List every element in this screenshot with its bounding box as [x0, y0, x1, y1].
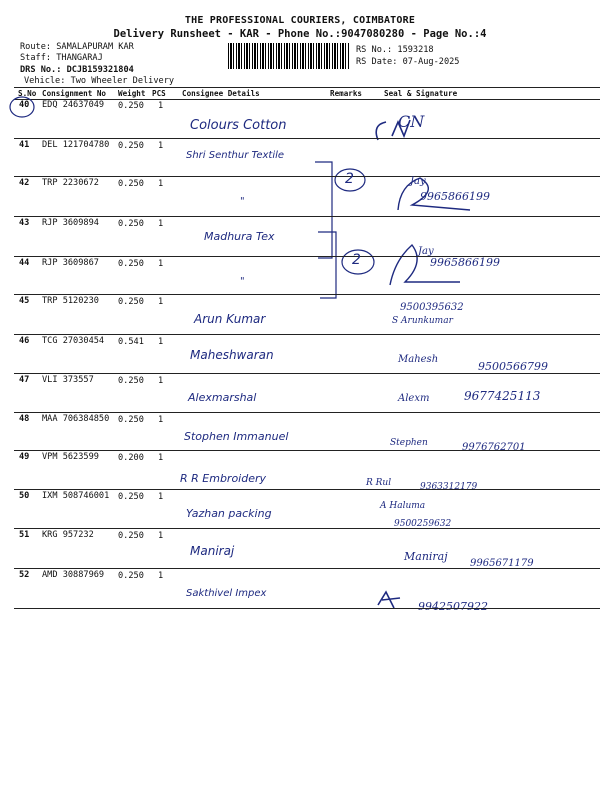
row-consignment-no: DEL 121704780 — [42, 140, 110, 150]
row-signature-phone: S Arunkumar — [392, 316, 453, 326]
row-sno: 45 — [19, 296, 30, 306]
row-signature: Maniraj — [404, 550, 448, 563]
row-signature: Stephen — [390, 438, 428, 448]
row-signature: A Haluma — [380, 501, 426, 511]
row-weight: 0.250 — [118, 179, 144, 189]
col-pcs: PCS — [152, 89, 166, 98]
row-weight: 0.250 — [118, 492, 144, 502]
row-sno: 52 — [19, 570, 30, 580]
row-sno: 42 — [19, 178, 30, 188]
row-consignment-no: TRP 2230672 — [42, 178, 99, 188]
row-divider — [14, 373, 600, 374]
row-consignment-no: TRP 5120230 — [42, 296, 99, 306]
runsheet-title: THE PROFESSIONAL COURIERS, COIMBATORE — [184, 15, 416, 26]
bracket-mark — [318, 232, 336, 298]
row-signature-phone: 9976762701 — [462, 442, 526, 453]
row-divider — [14, 412, 600, 413]
row-consignment-no: RJP 3609894 — [42, 218, 99, 228]
col-remarks: Remarks — [330, 89, 363, 98]
row-sno: 40 — [19, 100, 30, 110]
row-consignee: Sakthivel Impex — [186, 588, 267, 599]
row-consignee: Maniraj — [190, 544, 235, 558]
row-consignment-no: AMD 30887969 — [42, 570, 105, 580]
row-consignee: Stophen Immanuel — [184, 430, 289, 443]
row-consignment-no: KRG 957232 — [42, 530, 94, 540]
row-sno: 46 — [19, 336, 30, 346]
row-pcs: 1 — [158, 492, 164, 502]
row-consignment-no: VLI 373557 — [42, 375, 94, 385]
row-consignee: Yazhan packing — [186, 507, 272, 520]
row-divider — [14, 294, 600, 295]
row-divider — [14, 528, 600, 529]
row-sno: 48 — [19, 414, 30, 424]
row-divider — [14, 450, 600, 451]
row-consignment-no: TCG 27030454 — [42, 336, 105, 346]
row-divider — [14, 176, 600, 177]
row-divider — [14, 256, 600, 257]
row-weight: 0.250 — [118, 415, 144, 425]
col-weight: Weight — [118, 89, 146, 98]
staff-label: Staff: THANGARAJ — [20, 53, 103, 63]
row-signature: 9500395632 — [400, 302, 464, 313]
row-sno: 49 — [19, 452, 30, 462]
row-pcs: 1 — [158, 179, 164, 189]
row-pcs: 1 — [158, 453, 164, 463]
route-label: Route: SAMALAPURAM KAR — [20, 42, 134, 52]
row-sno: 44 — [19, 258, 30, 268]
row-consignment-no: MAA 706384850 — [42, 414, 110, 424]
row-signature: Jay — [410, 176, 426, 187]
row-divider — [14, 138, 600, 139]
row-divider — [14, 216, 600, 217]
vehicle-label: Vehicle: Two Wheeler Delivery — [24, 76, 175, 86]
row-signature-phone: 9500566799 — [478, 360, 548, 373]
row-consignee: " — [240, 276, 245, 287]
row-consignee: Shri Senthur Textile — [186, 150, 285, 161]
row-consignee: Alexmarshal — [188, 391, 257, 404]
row-pcs: 1 — [158, 219, 164, 229]
row-signature-phone: 9677425113 — [464, 389, 541, 403]
row-weight: 0.250 — [118, 571, 144, 581]
row-signature-phone: 9500259632 — [394, 519, 452, 529]
col-consignee: Consignee Details — [182, 89, 260, 98]
col-consignment: Consignment No — [42, 89, 107, 98]
row-pcs: 1 — [158, 141, 164, 151]
row-divider — [14, 568, 600, 569]
row-weight: 0.200 — [118, 453, 144, 463]
row-weight: 0.541 — [118, 337, 144, 347]
row-consignee: Arun Kumar — [194, 312, 266, 326]
row-weight: 0.250 — [118, 101, 144, 111]
row-weight: 0.250 — [118, 259, 144, 269]
row-consignee: Colours Cotton — [190, 118, 287, 133]
row-consignee: Madhura Tex — [204, 230, 275, 243]
row-signature-phone: 9965671179 — [470, 558, 534, 569]
row-weight: 0.250 — [118, 297, 144, 307]
row-sno: 41 — [19, 140, 30, 150]
signature-scribble — [378, 592, 400, 608]
remarks-mark: 2 — [345, 171, 354, 187]
row-sno: 50 — [19, 491, 30, 501]
row-consignee: " — [240, 196, 245, 207]
row-weight: 0.250 — [118, 219, 144, 229]
row-consignment-no: EDQ 24637049 — [42, 100, 105, 110]
row-pcs: 1 — [158, 101, 164, 111]
remarks-mark: 2 — [352, 252, 361, 268]
rs-date: RS Date: 07-Aug-2025 — [356, 57, 460, 67]
row-pcs: 1 — [158, 337, 164, 347]
row-consignment-no: RJP 3609867 — [42, 258, 99, 268]
row-consignee: Maheshwaran — [190, 348, 274, 362]
row-sno: 47 — [19, 375, 30, 385]
row-signature: Alexm — [398, 393, 430, 404]
row-signature-phone: 9942507922 — [418, 600, 488, 613]
row-pcs: 1 — [158, 376, 164, 386]
row-signature-phone: 9965866199 — [430, 256, 500, 269]
row-divider — [14, 608, 600, 609]
row-weight: 0.250 — [118, 376, 144, 386]
row-weight: 0.250 — [118, 141, 144, 151]
row-signature-phone: 9363312179 — [420, 482, 478, 492]
row-divider — [14, 489, 600, 490]
drs-number: DRS No.: DCJB159321804 — [20, 65, 134, 75]
row-signature: Jay — [418, 246, 434, 257]
row-pcs: 1 — [158, 297, 164, 307]
row-consignee: R R Embroidery — [180, 472, 267, 485]
col-seal: Seal & Signature — [384, 89, 458, 98]
row-consignment-no: IXM 508746001 — [42, 491, 110, 501]
row-signature-phone: 9965866199 — [420, 190, 490, 203]
col-sno: S.No — [18, 89, 37, 98]
row-signature: CN — [398, 112, 425, 131]
rs-number: RS No.: 1593218 — [356, 45, 434, 55]
runsheet-subtitle: Delivery Runsheet - KAR - Phone No.:9047080280 - Page No.:4 — [113, 28, 487, 40]
row-pcs: 1 — [158, 259, 164, 269]
row-weight: 0.250 — [118, 531, 144, 541]
row-pcs: 1 — [158, 531, 164, 541]
row-consignment-no: VPM 5623599 — [42, 452, 99, 462]
row-divider — [14, 334, 600, 335]
row-sno: 43 — [19, 218, 30, 228]
row-pcs: 1 — [158, 415, 164, 425]
row-signature: Mahesh — [398, 354, 439, 365]
row-pcs: 1 — [158, 571, 164, 581]
row-sno: 51 — [19, 530, 30, 540]
row-signature: R Rul — [366, 478, 392, 488]
